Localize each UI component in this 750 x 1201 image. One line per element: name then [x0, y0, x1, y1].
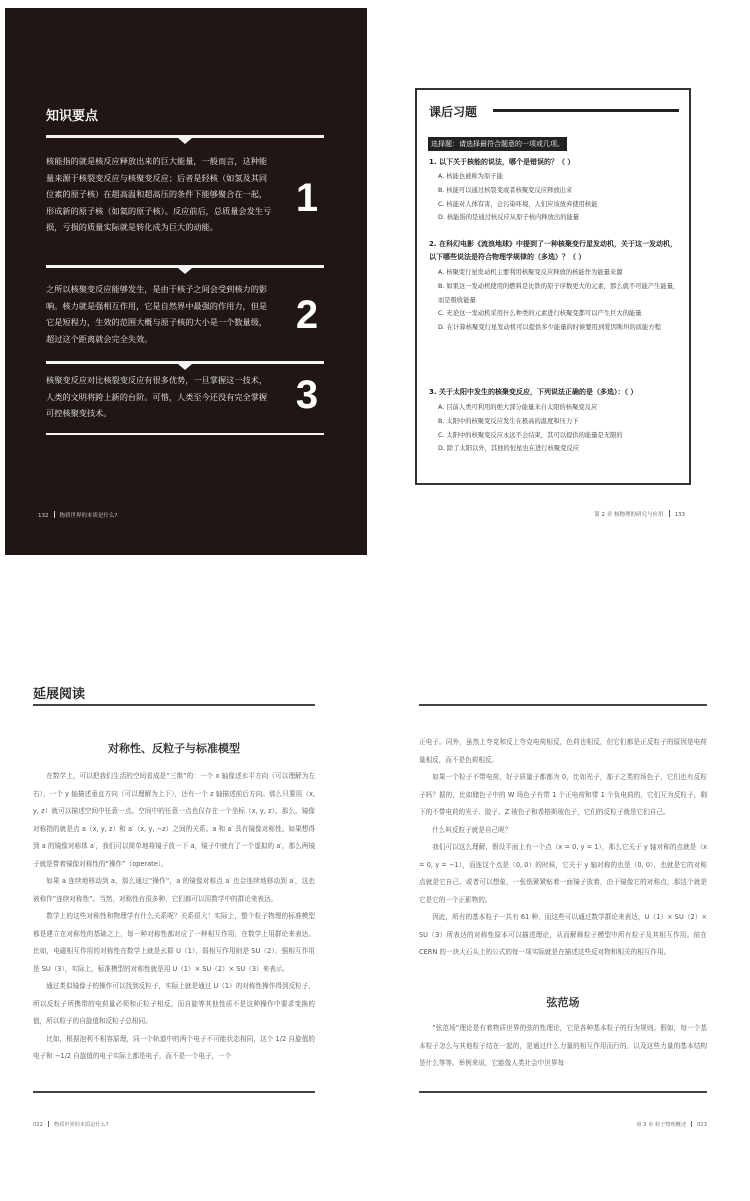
option: D. 除了太阳以外，其他的恒星也在进行核聚变反应 — [438, 445, 580, 453]
page-footer — [636, 1121, 707, 1128]
bottom-rule — [33, 1091, 315, 1093]
point-number: 2 — [295, 293, 319, 337]
page-number: 132 — [38, 513, 49, 519]
question-3: 3. 关于太阳中发生的核聚变反应，下列说法正确的是（多选）：（ ） — [429, 388, 638, 396]
point-text: 核能指的就是核反应释放出来的巨大能量，一般而言，这种能量来源于核裂变反应与核聚变反应；后者是轻核（如氢及其同位素的原子核）在超高温和超高压的条件下能够聚合在一起，形成新的原子核（如氦的原子核）。反应前后，总质量会发生亏损，亏损的质量实际就是转化成为巨大的动能。 — [46, 156, 272, 232]
option: D. 核能指的是通过核反应从原子核内释放出的能量 — [438, 214, 580, 222]
page-footer — [594, 510, 685, 518]
point-text: 之所以核聚变反应能够发生，是由于核子之间会受到核力的影响。核力就是强相互作用，它是自然界中最强的作用力，但是它是短程力，生效的范围大概与原子核的大小是一个数量级，超过这个距离就会完全失效。 — [46, 284, 268, 344]
right-column-text-2 — [419, 1020, 707, 1073]
option: C. 无论这一发动机采用什么种类的元素进行核聚变都可以产生巨大的能量 — [438, 310, 642, 318]
title-rule — [493, 109, 679, 112]
option: B. 核能可以通过核裂变或者核聚变反应释放出来 — [438, 186, 573, 194]
divider — [46, 265, 324, 268]
paragraph: 数学上的这些对称性和物理学有什么关系呢？关系很大！实际上，整个粒子物理的标准模型都是建立在对称性的基础之上，每一种对称性都对应了一种相互作用，在数学上用群论来表达。比如，电磁相互作用的对称性在数学上就是幺群 U（1），弱相互作用则是 SU（2），强相互作用是 SU（3），实际上，标准模型的对称性就是用 U（1）× SU（2）× SU（3）来表示。 — [33, 912, 315, 973]
question-3-options — [438, 401, 680, 456]
paragraph: 我们可以这么理解，假设平面上有一个点（x = 0, y = 1），那么它关于 y 轴对称的点就是（x = 0, y = −1），而连这个点是（0, 0）的时候，它关于 y 轴对称的也是（0, 0），也就是它的对称点就是它自己。或者可以想象，一张纸紧紧贴着一面镜子放着，由于镜像它的对称点，那这个就是它是它的一个正影物的。 — [419, 843, 707, 904]
title-rule — [33, 704, 315, 706]
paragraph: 正电子。同外，虽然上夸克和反上夸克电荷相反，色荷也相反，但它们都是正反粒子的原因是电荷量相反，而不是色荷相反。 — [419, 738, 707, 764]
exercise-title: 课后习题 — [429, 105, 478, 119]
section-heading: 对称性、反粒子与标准模型 — [108, 742, 240, 755]
question-1: 1. 以下关于核能的说法，哪个是错误的？（ ） — [429, 158, 575, 166]
reading-title: 延展阅读 — [33, 687, 86, 702]
question-2-options — [438, 266, 680, 335]
paragraph: “弦范场”理论是有着物质世界的弦的性理论，它是各种基本粒子的行为规则。假如，每一个基本粒子怎么与其他粒子结在一起的，是通过什么力量的相互作用而行的，以及这些力量的基本结构是什么等等。举例来说，它能像人类社会中世界每 — [419, 1024, 707, 1067]
point-number: 1 — [295, 176, 319, 220]
option: A. 核能也被称为原子能 — [438, 173, 503, 180]
page-number: 133 — [674, 512, 685, 518]
left-column-text — [33, 768, 315, 1066]
chapter-title: 第 2 章 核物理的研究与应用 — [594, 512, 664, 518]
title-rule — [419, 704, 707, 706]
paragraph: 如果一个粒子不带电荷，好子质量子都都为 0，比如光子，那子之类的场色子，它们也有反粒子吗？据的，比如储色子中的 W 场色子有带 1 个正电荷和带 1 个负电荷的，它们互为反粒子，剩下的不带电荷的光子、胶子、Z 玻色子和希格斯玻色子，它们的反粒子就是它们自己。 — [419, 773, 707, 816]
paragraph: 比如，根据泡利不相容原理，同一个轨道中的两个电子不可能状态相同，这个 1/2 自旋值的电子和 −1/2 自旋值的电子实际上都是电子，而不是一个电子，一个 — [33, 1034, 315, 1060]
right-column-text — [419, 734, 707, 962]
exercise-box — [415, 88, 691, 485]
paragraph: 通过类似镜像子的操作可以找到反粒子，实际上就是通过 U（1）的对称性操作得到反粒子，所以反粒子所携带的电荷量必须和正粒子相反，而自旋等其他性质不是这种操作中要求变换的值，所以粒子的自旋值和反粒子总相同。 — [33, 982, 315, 1025]
option: C. 太阳中的核聚变反应永远不会结束，其可以提供的能量是无限的 — [438, 431, 623, 439]
book-title: 物质世界的本质是什么? — [59, 513, 118, 519]
divider — [46, 135, 324, 138]
book-title: 物质世界的本质是什么? — [53, 1122, 109, 1128]
exercise-page — [386, 8, 712, 555]
paragraph: 如果 a 连续地移动到 a，那么通过“操作”，a 的镜像对称点 a′ 也会连续地移动到 a′，这也被称作“连续对称性”。当然，对称性有很多种，它们都可以用数学中的群论来表达。 — [33, 877, 315, 903]
option: B. 如果这一发动机使用的燃料是比铁的原子序数更大的元素，那么就不可能产生能量，而是吸收能量 — [438, 282, 680, 304]
paragraph: 什么叫反粒子就是自己呢？ — [432, 825, 512, 834]
page-footer — [33, 1121, 109, 1128]
bottom-rule — [419, 1091, 707, 1093]
point-text: 核聚变反应对比核裂变反应有很多优势，一旦掌握这一技术，人类的文明将跨上新的台阶。可惜，人类至今还没有完全掌握可控核聚变技术。 — [46, 375, 268, 418]
option: C. 核能对人体有害，会污染环境，人们应该放弃使用核能 — [438, 200, 598, 208]
instruction-label: 选择题：请选择最符合题意的一项或几项。 — [428, 137, 567, 151]
option: B. 太阳中的核聚变反应发生在极高的温度和压力下 — [438, 417, 579, 425]
question-2: 2. 在科幻电影《流浪地球》中提到了一种核聚变行星发动机，关于这一发动机，以下哪些说法是符合物理学规律的（多选）？（ ） — [429, 240, 677, 261]
divider — [46, 433, 324, 435]
section-title: 知识要点 — [46, 109, 99, 124]
paragraph: 因此，所有的基本粒子一共有 61 种，而这些可以通过数学群论来表达，U（1）× SU（2）× SU（3）所表达的对称性原本可以描述理论，从而解释粒子模型中所有粒子及其相互作用。前在 CERN 的一块大石头上的公式的每一项实际就是在描述这些反对物和相关的相互作用。 — [419, 913, 707, 956]
page-number: 022 — [33, 1122, 43, 1128]
point-number: 3 — [295, 373, 319, 417]
option: D. 在计算核聚变行星发动机可以提供多少能量的时候要用到爱因斯坦的质能方程 — [438, 324, 661, 332]
knowledge-points-page — [5, 8, 367, 555]
option: A. 核聚变行星发动机主要利用核聚变反应释放的核能作为能量来源 — [438, 269, 623, 276]
page-number: 023 — [697, 1122, 707, 1128]
paragraph: 在数学上，可以把我们生活的空间看成是“三维”的：一个 x 轴像述水平方向（可以理解为左右），一个 y 轴描述垂直方向（可以理解为上下），还有一个 z 轴描述前后方向。那么只要用（x, y, z）就可以描述空间中任意一点。空间中的任意一点也仅存在一个坐标（x, y, z）。那么，镜像对称指的就是点 a（x, y, z）和 a′（x, y, −z）之间的关系。a 和 a′ 具有镜像对称性。如果想得到 a 的镜像对称体 a′，我们可以简单地将镜子放一下 a，镜子中就有了一个虚拟的 a′，那么两镜子就是带着镜像对称性的“操作”（operate）。 — [33, 772, 315, 868]
chapter-title: 第 3 章 粒子物理概述 — [636, 1122, 687, 1128]
option: A. 目前人类可利用的绝大部分能量来自太阳的核聚变反应 — [438, 404, 598, 411]
page-footer — [38, 511, 117, 519]
section-heading: 弦范场 — [546, 996, 580, 1009]
question-1-options — [438, 170, 680, 225]
divider — [46, 361, 324, 364]
